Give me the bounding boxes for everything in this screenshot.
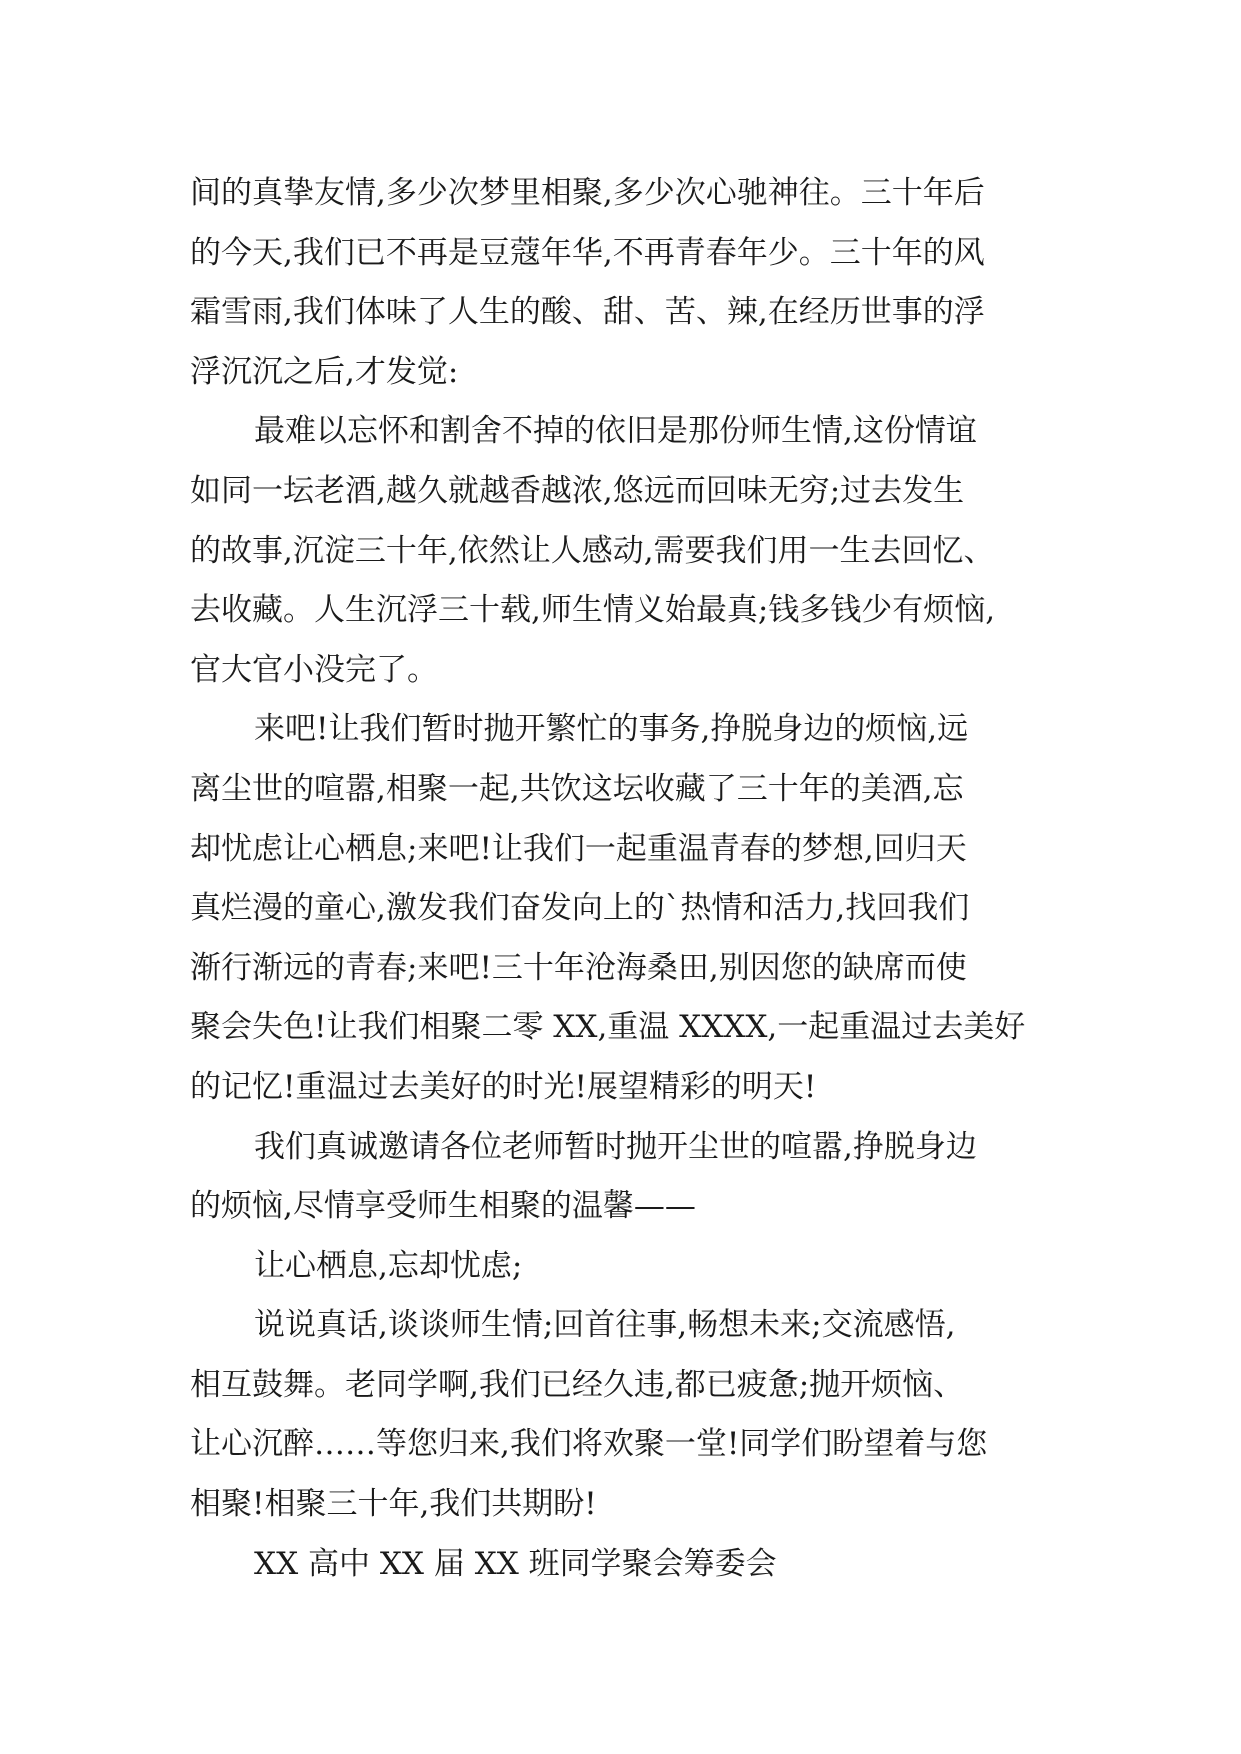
text-line: 来吧!让我们暂时抛开繁忙的事务,挣脱身边的烦恼,远 xyxy=(254,711,969,748)
text-line: 霜雪雨,我们体味了人生的酸、甜、苦、辣,在经历世事的浮 xyxy=(190,294,985,331)
text-line: 相聚!相聚三十年,我们共期盼! xyxy=(190,1486,597,1523)
text-line: 相互鼓舞。老同学啊,我们已经久违,都已疲惫;抛开烦恼、 xyxy=(190,1366,965,1403)
text-line: 去收藏。人生沉浮三十载,师生情义始最真;钱多钱少有烦恼, xyxy=(190,592,996,629)
text-line: 的今天,我们已不再是豆蔻年华,不再青春年少。三十年的风 xyxy=(190,234,985,271)
text-line: 渐行渐远的青春;来吧!三十年沧海桑田,别因您的缺席而使 xyxy=(190,949,967,986)
text-line: 我们真诚邀请各位老师暂时抛开尘世的喧嚣,挣脱身边 xyxy=(254,1128,977,1165)
text-line: 让心栖息,忘却忧虑; xyxy=(254,1247,523,1284)
text-line: 如同一坛老酒,越久就越香越浓,悠远而回味无穷;过去发生 xyxy=(190,472,965,509)
text-line: 间的真挚友情,多少次梦里相聚,多少次心驰神往。三十年后 xyxy=(190,175,985,211)
text-line: 离尘世的喧嚣,相聚一起,共饮这坛收藏了三十年的美酒,忘 xyxy=(190,770,964,807)
text-line: 让心沉醉……等您归来,我们将欢聚一堂!同学们盼望着与您 xyxy=(190,1426,988,1463)
text-line: 官大官小没完了。 xyxy=(190,651,438,688)
text-line: 真烂漫的童心,激发我们奋发向上的`热情和活力,找回我们 xyxy=(190,890,970,927)
document-body xyxy=(190,164,1070,1594)
signature-line: XX 高中 XX 届 XX 班同学聚会筹委会 xyxy=(254,1545,777,1582)
text-line: 却忧虑让心栖息;来吧!让我们一起重温青春的梦想,回归天 xyxy=(190,830,967,867)
text-line: 最难以忘怀和割舍不掉的依旧是那份师生情,这份情谊 xyxy=(254,413,977,450)
text-line: 浮沉沉之后,才发觉: xyxy=(190,353,459,390)
text-line: 的故事,沉淀三十年,依然让人感动,需要我们用一生去回忆、 xyxy=(190,532,995,569)
text-line: 聚会失色!让我们相聚二零 XX,重温 XXXX,一起重温过去美好 xyxy=(190,1009,1026,1046)
text-line: 说说真话,谈谈师生情;回首往事,畅想未来;交流感悟, xyxy=(254,1307,956,1344)
text-line: 的记忆!重温过去美好的时光!展望精彩的明天! xyxy=(190,1068,817,1105)
text-line: 的烦恼,尽情享受师生相聚的温馨—— xyxy=(190,1188,696,1225)
